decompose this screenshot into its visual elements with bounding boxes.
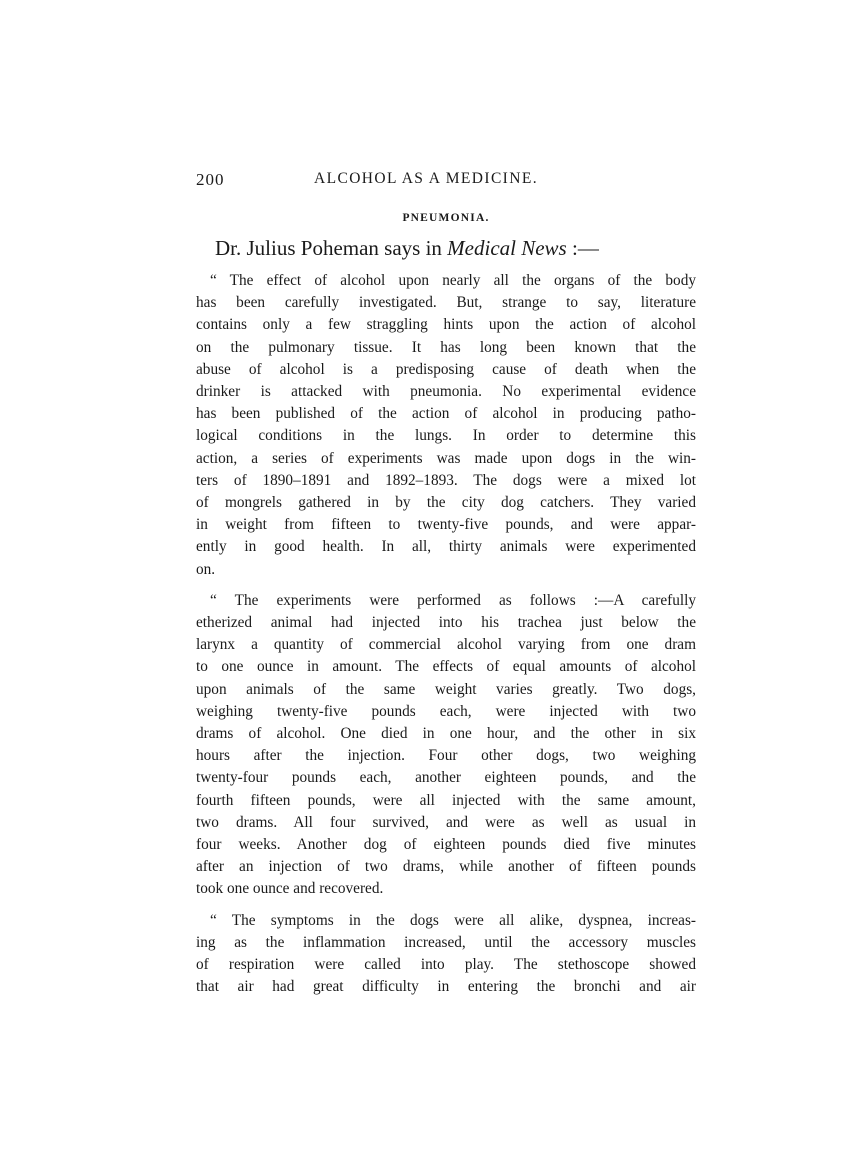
text-line: on the pulmonary tissue. It has long been known that the [196, 338, 696, 356]
text-line: fourth fifteen pounds, were all injected with the same amount, [196, 791, 696, 809]
text-line: to one ounce in amount. The effects of equal amounts of alcohol [196, 658, 696, 676]
text-line: after an injection of two drams, while another of fifteen pounds [196, 858, 696, 876]
text-line: ing as the inflammation increased, until the accessory muscles [196, 933, 696, 951]
text-line: “ The experiments were performed as follows :—A carefully [210, 591, 696, 609]
body-text [196, 270, 696, 999]
text-line: larynx a quantity of commercial alcohol varying from one dram [196, 636, 696, 654]
running-title: ALCOHOL AS A MEDICINE. [314, 170, 538, 187]
text-line: drams of alcohol. One died in one hour, and the other in six [196, 725, 696, 743]
text-line: that air had great difficulty in entering the bronchi and air [196, 978, 696, 996]
paragraph-1 [196, 270, 696, 581]
text-line: contains only a few straggling hints upon the action of alcohol [196, 316, 696, 334]
text-line: four weeks. Another dog of eighteen pounds died five minutes [196, 836, 696, 854]
text-line: took one ounce and recovered. [196, 880, 384, 898]
running-head [196, 170, 696, 194]
text-line: has been carefully investigated. But, strange to say, literature [196, 294, 696, 312]
text-line: on. [196, 560, 216, 578]
text-line: of mongrels gathered in by the city dog catchers. They varied [196, 494, 696, 512]
text-line: abuse of alcohol is a predisposing cause of death when the [196, 360, 696, 378]
text-line: drinker is attacked with pneumonia. No experimental evidence [196, 383, 696, 401]
intro-line [215, 236, 695, 261]
paragraph-2 [196, 590, 696, 901]
text-line: in weight from fifteen to twenty-five pounds, and were appar- [196, 516, 696, 534]
text-line: two drams. All four survived, and were as well as usual in [196, 813, 696, 831]
text-line: of respiration were called into play. The stethoscope showed [196, 956, 696, 974]
text-line: “ The effect of alcohol upon nearly all the organs of the body [210, 272, 696, 289]
text-line: twenty-four pounds each, another eighteen pounds, and the [196, 769, 696, 787]
text-line: ently in good health. In all, thirty animals were experimented [196, 538, 696, 556]
text-line: has been published of the action of alcohol in producing patho- [196, 405, 696, 423]
journal-title: Medical News [447, 236, 567, 260]
text-line: weighing twenty-five pounds each, were injected with two [196, 702, 696, 720]
paragraph-3 [196, 910, 696, 999]
text-line: ters of 1890–1891 and 1892–1893. The dogs were a mixed lot [196, 471, 696, 489]
text-line: upon animals of the same weight varies greatly. Two dogs, [196, 680, 696, 698]
text-line: action, a series of experiments was made upon dogs in the win- [196, 449, 696, 467]
text-line: “ The symptoms in the dogs were all alike, dyspnea, increas- [210, 911, 696, 929]
intro-suffix: :— [566, 236, 599, 260]
text-line: logical conditions in the lungs. In order to determine this [196, 427, 696, 445]
text-line: etherized animal had injected into his trachea just below the [196, 614, 696, 632]
section-heading: PNEUMONIA. [402, 212, 490, 224]
text-line: hours after the injection. Four other dogs, two weighing [196, 747, 696, 765]
intro-prefix: Dr. Julius Poheman says in [215, 236, 448, 260]
page-number: 200 [196, 170, 225, 189]
